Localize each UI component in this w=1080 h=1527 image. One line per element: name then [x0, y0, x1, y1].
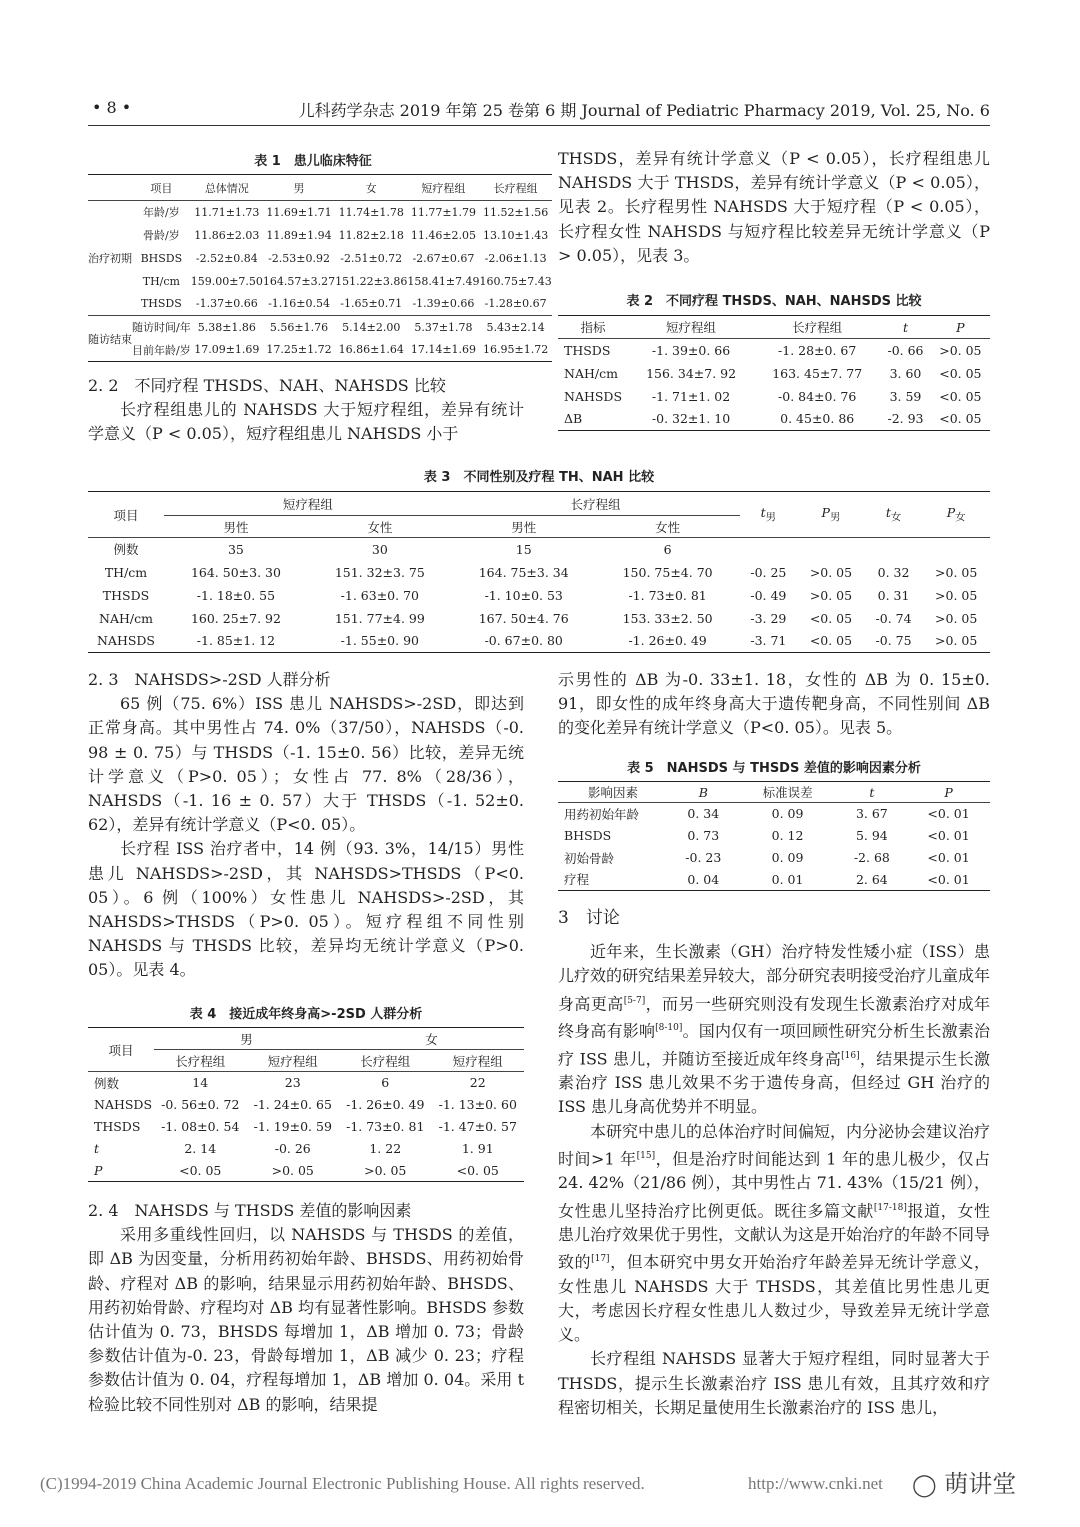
t3-cell: -1. 18±0. 55	[196, 587, 276, 603]
t4-cell: t	[94, 1141, 100, 1156]
table3-caption: 表 3 不同性别及疗程 TH、NAH 比较	[423, 470, 655, 485]
table-row	[558, 847, 990, 869]
t1-cell: 11.82±2.18	[338, 228, 404, 242]
t3-cell: 30	[371, 541, 388, 557]
t1-cell: 17.09±1.69	[191, 339, 263, 362]
section-3-paragraph-3: 长疗程组 NAHSDS 显著大于短疗程组，同时显著大于 THSDS，提示生长激素治疗 ISS 患儿有效，且其疗效和疗程密切相关，长期足量使用生长激素治疗的 ISS 患儿，	[558, 1349, 990, 1417]
t3-cell: -3. 71	[740, 630, 798, 653]
t4-cell: -1. 19±0. 59	[253, 1119, 332, 1134]
section-2-4	[88, 1199, 524, 1417]
table-row	[88, 270, 552, 293]
t2-header-4: P	[956, 319, 965, 335]
t3-header-t-male: $t_男$	[740, 492, 798, 538]
t3-cell: <0. 05	[797, 630, 865, 653]
t1-cell: -2.51±0.72	[340, 251, 403, 265]
t1-cell: 17.14±1.69	[407, 339, 479, 362]
t1-group-followup: 随访结束	[88, 316, 132, 362]
t1-cell: 13.10±1.43	[483, 228, 549, 242]
t4-header-male-short: 短疗程组	[267, 1053, 318, 1069]
t1-group-initial: 治疗初期	[88, 201, 132, 316]
t5-cell: 2. 64	[837, 869, 908, 891]
t1-cell: 11.46±2.05	[410, 228, 477, 242]
t3-cell: -0. 25	[750, 564, 787, 580]
t3-header-long: 长疗程组	[452, 492, 740, 516]
t3-cell: -0. 49	[750, 587, 787, 603]
t3-cell: -1. 73±0. 81	[628, 587, 707, 603]
t5-cell: 3. 67	[855, 806, 888, 822]
table-row	[88, 561, 990, 584]
t1-cell: 159.00±7.50	[190, 274, 263, 288]
t2-cell: 163. 45±7. 77	[772, 365, 863, 381]
t4-header-female-long: 长疗程组	[360, 1053, 411, 1069]
section-2-3	[88, 668, 524, 983]
t3-cell: 164. 50±3. 30	[190, 564, 281, 580]
t1-cell: 11.69±1.71	[266, 205, 332, 219]
watermark	[912, 1464, 1016, 1499]
t1-cell: -1.28±0.67	[480, 293, 552, 316]
section-3-paragraph-1: 近年来，生长激素（GH）治疗特发性矮小症（ISS）患儿疗效的研究结果差异较大，部分研究表明接受治疗儿童成年身高更高[5-7]，而另一些研究则没有发现生长激素治疗对成年终身高有影响[8-10]。国内仅有一项回顾性研究分析生长激素治疗 ISS 患儿，并随访至接近成年终身高[16]，结果提示生长激素治疗 ISS 患儿效果不劣于遗传身高，但经过 GH 治疗的 ISS 患儿身高优势并不明显。	[558, 942, 991, 1117]
t3-cell: 164. 75±3. 34	[478, 564, 569, 580]
t4-cell: 6	[381, 1075, 390, 1091]
t3-cell: >0. 05	[809, 564, 853, 580]
t5-cell: 0. 34	[687, 806, 720, 822]
t3-cell: THSDS	[102, 587, 150, 603]
t4-cell: -0. 26	[274, 1141, 311, 1156]
t3-header-long-female: 女性	[655, 519, 681, 535]
t4-cell: -1. 13±0. 60	[438, 1097, 517, 1112]
t1-cell: 151.22±3.86	[335, 274, 408, 288]
section-2-3-paragraph-2: 长疗程 ISS 治疗者中，14 例（93. 3%，14/15）男性患儿 NAHSDS>-2SD，其 NAHSDS>THSDS（P<0. 05）。6 例（100%）女性患儿 NAHSDS>-2SD，其 NAHSDS>THSDS（P>0. 05）。短疗程组不同性别 NAHSDS 与 THSDS 比较，差异均无统计学意义（P>0. 05）。见表 4。	[88, 839, 524, 980]
t2-cell: NAH/cm	[564, 365, 618, 381]
table2	[558, 315, 990, 431]
section-3-title: 3 讨论	[558, 908, 620, 928]
t3-cell: 6	[663, 541, 672, 557]
table-row	[88, 630, 990, 653]
t1-cell: 随访时间/年	[132, 321, 191, 335]
t2-cell: <0. 05	[931, 408, 990, 431]
t3-cell: >0. 05	[922, 630, 990, 653]
t4-cell: <0. 05	[154, 1160, 247, 1182]
t1-cell: 目前年龄/岁	[132, 339, 191, 362]
section-2-2-paragraph: 长疗程组患儿的 NAHSDS 大于短疗程组，差异有统计学意义（P < 0.05），短疗程组患儿 NAHSDS 小于	[88, 400, 524, 444]
t4-cell: NAHSDS	[94, 1097, 153, 1112]
section-3	[558, 906, 990, 1420]
table4	[88, 1027, 524, 1182]
wechat-icon: ◯	[912, 1473, 937, 1498]
t2-cell: ΔB	[558, 408, 628, 431]
t5-cell: <0. 01	[927, 828, 970, 843]
section-2-4-paragraph: 采用多重线性回归，以 NAHSDS 与 THSDS 的差值，即 ΔB 为因变量，分析用药初始年龄、BHSDS、用药初始骨龄、疗程对 ΔB 的影响，结果显示用药初始年龄、BHSDS、用药初始骨龄、疗程均对 ΔB 均有显著性影响。BHSDS 参数估计值为 0. 73，BHSDS 每增加 1，ΔB 增加 0. 73；骨龄参数估计值为-0. 23，骨龄每增加 1，ΔB 减少 0. 23；疗程参数估计值为 0. 04，疗程每增加 1，ΔB 增加 0. 04。采用 t 检验比较不同性别对 ΔB 的影响，结果提	[88, 1225, 524, 1414]
t1-cell: -2.53±0.92	[268, 251, 330, 265]
t5-header-1: B	[698, 784, 708, 800]
t3-cell: -0. 74	[875, 610, 912, 626]
footer-copyright: (C)1994-2019 China Academic Journal Electronic Publishing House. All rights reserved.	[40, 1474, 645, 1493]
t3-cell: >0. 05	[935, 564, 978, 580]
t3-cell: 例数	[113, 542, 139, 558]
t4-cell: P	[88, 1160, 154, 1182]
t4-cell: -1. 08±0. 54	[161, 1119, 240, 1134]
section-2-2-title: 2. 2 不同疗程 THSDS、NAH、NAHSDS 比较	[88, 376, 446, 395]
t3-cell	[797, 538, 865, 561]
t3-cell: 151. 32±3. 75	[334, 564, 425, 580]
table5-caption: 表 5 NAHSDS 与 THSDS 差值的影响因素分析	[627, 761, 921, 776]
t5-cell: <0. 01	[927, 806, 970, 822]
t3-cell	[922, 538, 990, 561]
t2-cell: -1. 39±0. 66	[651, 342, 731, 358]
t2-cell: -0. 66	[887, 342, 924, 358]
t3-cell: 150. 75±4. 70	[622, 564, 713, 580]
table-row	[88, 1072, 524, 1094]
t1-cell: 11.71±1.73	[194, 205, 260, 219]
table3	[88, 491, 990, 653]
t3-cell: >0. 05	[935, 587, 978, 603]
t3-cell: -1. 63±0. 70	[340, 587, 419, 603]
t5-cell: 5. 94	[855, 828, 888, 843]
t4-header-female-short: 短疗程组	[452, 1053, 503, 1069]
table1	[88, 174, 552, 362]
t4-cell: -1. 26±0. 49	[346, 1097, 425, 1112]
t1-cell: BHSDS	[140, 251, 183, 265]
t1-cell: 16.86±1.64	[335, 339, 407, 362]
table-row	[558, 339, 990, 362]
t1-cell: 158.41±7.49	[407, 274, 480, 288]
t2-cell: -0. 84±0. 76	[778, 388, 857, 404]
t5-cell: 0. 04	[668, 869, 739, 891]
right-column-top	[558, 147, 990, 268]
t3-header-short-female: 女性	[367, 519, 393, 535]
t4-cell: 1. 22	[369, 1141, 402, 1156]
t5-cell: 0. 09	[771, 806, 804, 822]
t2-cell: -0. 32±1. 10	[628, 408, 754, 431]
t4-cell: >0. 05	[339, 1160, 432, 1182]
t1-cell: 16.95±1.72	[480, 339, 552, 362]
t1-cell: 11.89±1.94	[266, 228, 332, 242]
t2-cell: <0. 05	[939, 365, 982, 381]
t1-cell: 11.52±1.56	[483, 205, 549, 219]
section-2-4-title: 2. 4 NAHSDS 与 THSDS 差值的影响因素	[88, 1201, 412, 1220]
t4-cell: 14	[192, 1075, 209, 1091]
t3-cell: 160. 25±7. 92	[190, 610, 281, 626]
table-row	[88, 293, 552, 316]
t2-header-3: t	[902, 319, 908, 335]
t4-cell: 23	[284, 1075, 301, 1091]
t2-header-2: 长疗程组	[792, 320, 843, 335]
t1-cell: -2.67±0.67	[412, 251, 475, 265]
section-2-3-title: 2. 3 NAHSDS>-2SD 人群分析	[88, 670, 331, 689]
t5-cell: <0. 01	[907, 869, 990, 891]
t3-header-short: 短疗程组	[164, 492, 452, 516]
table-row	[88, 1094, 524, 1116]
t3-cell: >0. 05	[935, 610, 978, 626]
t3-cell: -1. 55±0. 90	[308, 630, 452, 653]
t2-header-1: 短疗程组	[666, 320, 717, 335]
section-2-4-continued: 示男性的 ΔB 为-0. 33±1. 18，女性的 ΔB 为 0. 15±0. 91，即女性的成年终身高大于遗传靶身高，不同性别间 ΔB 的变化差异有统计学意义（P<0. 05）。见表 5。	[558, 670, 990, 738]
t3-cell: NAH/cm	[99, 610, 153, 626]
left-column-top	[88, 374, 524, 447]
t3-cell: -0. 75	[865, 630, 923, 653]
t5-cell: 0. 09	[771, 850, 804, 865]
t3-cell: TH/cm	[104, 564, 148, 580]
t3-cell: -1. 26±0. 49	[596, 630, 740, 653]
t5-cell: -2. 68	[853, 850, 890, 865]
t3-cell: -1. 85±1. 12	[164, 630, 308, 653]
t1-header-4: 短疗程组	[421, 181, 466, 195]
t5-header-4: P	[944, 784, 953, 800]
t1-cell: 5.56±1.76	[269, 320, 329, 334]
section-3-paragraph-2: 本研究中患儿的总体治疗时间偏短，内分泌协会建议治疗时间>1 年[15]，但是治疗时间能达到 1 年的患儿极少，仅占 24. 42%（21/86 例），其中男性占 71. 43%（15/21 例），女性患儿坚持治疗比例更低。既往多篇文献[17-18]报道，女性患儿治疗效果优于男性，文献认为这是开始治疗的年龄不同导致的[17]，但本研究中男女开始治疗年龄差异无统计学意义，女性患儿 NAHSDS 大于 THSDS，其差值比男性患儿更大，考虑因长疗程女性患儿人数过少，导致差异无统计学意义。	[558, 1121, 991, 1345]
table-row	[88, 316, 552, 339]
t4-cell: THSDS	[94, 1119, 141, 1134]
t3-header-t-female: $t_女$	[865, 492, 923, 538]
t2-cell: 156. 34±7. 92	[646, 365, 737, 381]
t3-header-item: 项目	[88, 492, 164, 538]
t3-cell: 153. 33±2. 50	[622, 610, 713, 626]
t4-cell: -1. 47±0. 57	[438, 1119, 517, 1134]
t4-header-male-long: 长疗程组	[175, 1053, 226, 1069]
table-row	[88, 1116, 524, 1138]
table-row	[88, 584, 990, 607]
t1-cell: -1.16±0.54	[263, 293, 335, 316]
t1-cell: 5.38±1.86	[197, 320, 256, 334]
t4-cell: -1. 73±0. 81	[346, 1119, 425, 1134]
t2-cell: <0. 05	[939, 388, 982, 404]
table-row	[88, 247, 552, 270]
page-number: • 8 •	[92, 98, 132, 117]
t3-header-p-female: $P_女$	[922, 492, 990, 538]
t4-header-female: 女	[339, 1028, 524, 1050]
t4-header-item: 项目	[88, 1028, 154, 1072]
t2-header-0: 指标	[580, 320, 606, 335]
t2-cell: 0. 45±0. 86	[754, 408, 880, 431]
table5	[558, 781, 990, 891]
table-row	[88, 339, 552, 362]
footer-url: http://www.cnki.net	[748, 1474, 883, 1493]
table-row	[558, 803, 990, 825]
t1-header-1: 总体情况	[204, 181, 249, 195]
t5-cell: 初始骨龄	[564, 850, 615, 866]
t2-cell: -1. 28±0. 67	[778, 342, 857, 358]
table-row	[558, 825, 990, 847]
table-row	[558, 362, 990, 385]
t5-cell: 用药初始年龄	[564, 806, 640, 822]
t5-header-0: 影响因素	[587, 785, 638, 800]
t1-cell: 5.43±2.14	[486, 320, 545, 334]
t3-cell: 151. 77±4. 99	[334, 610, 425, 626]
table1-caption: 表 1 患儿临床特征	[254, 154, 372, 169]
t1-cell: -1.65±0.71	[335, 293, 407, 316]
t5-cell: 疗程	[558, 869, 668, 891]
t4-header-male: 男	[154, 1028, 339, 1050]
t1-cell: -1.37±0.66	[191, 293, 263, 316]
t2-cell: >0. 05	[939, 342, 982, 358]
t1-cell: -2.52±0.84	[195, 251, 258, 265]
table-row	[88, 538, 990, 561]
t4-cell: 2. 14	[184, 1141, 217, 1156]
table-row	[88, 1160, 524, 1182]
t4-cell: -0. 56±0. 72	[161, 1097, 240, 1112]
t1-header-3: 女	[365, 181, 377, 195]
t1-cell: 17.25±1.72	[263, 339, 335, 362]
t1-cell: 164.57±3.27	[262, 274, 336, 288]
t5-cell: 0. 12	[771, 828, 804, 843]
t1-cell: 骨龄/岁	[143, 229, 180, 242]
section-2-3-paragraph-1: 65 例（75. 6%）ISS 患儿 NAHSDS>-2SD，即达到正常身高。其中男性占 74. 0%（37/50），NAHSDS（-0. 98 ± 0. 75）与 THSDS（-1. 15±0. 56）比较，差异无统计学意义（P>0. 05）；女性占 77. 8%（28/36），NAHSDS（-1. 16 ± 0. 57）大于 THSDS（-1. 52±0. 62），差异有统计学意义（P<0. 05）。	[88, 694, 524, 835]
t3-cell: >0. 05	[809, 587, 853, 603]
t4-cell: 22	[469, 1075, 486, 1091]
t2-cell: 3. 59	[889, 388, 922, 404]
t5-cell: 0. 73	[687, 828, 720, 843]
watermark-text: 萌讲堂	[944, 1470, 1017, 1498]
t4-cell: 例数	[94, 1075, 120, 1091]
section-2-4-continued-block	[558, 668, 990, 741]
t1-cell: 年龄/岁	[143, 206, 180, 220]
t3-cell: -3. 29	[750, 610, 787, 626]
section-2-2-continued: THSDS，差异有统计学意义（P < 0.05），长疗程组患儿 NAHSDS 大于 THSDS，差异有统计学意义（P < 0.05），见表 2。长疗程男性 NAHSDS 大于短疗程（P < 0.05），长疗程女性 NAHSDS 与短疗程比较差异无统计学意义（P > 0.05），见表 3。	[558, 149, 990, 265]
t3-cell: 35	[227, 541, 244, 557]
t1-header-0: 项目	[150, 181, 173, 195]
table2-caption: 表 2 不同疗程 THSDS、NAH、NAHSDS 比较	[626, 294, 922, 309]
t3-cell: 0. 32	[877, 564, 910, 580]
table-row	[558, 869, 990, 891]
t5-cell: BHSDS	[564, 828, 612, 843]
t3-cell: 167. 50±4. 76	[478, 610, 569, 626]
table-row	[558, 408, 990, 431]
t1-header-2: 男	[293, 181, 305, 195]
running-header: 儿科药学杂志 2019 年第 25 卷第 6 期 Journal of Pediatric Pharmacy 2019, Vol. 25, No. 6	[298, 101, 990, 120]
t1-cell: 11.86±2.03	[194, 228, 260, 242]
t3-header-p-male: $P_男$	[797, 492, 865, 538]
t1-cell: 5.37±1.78	[414, 320, 473, 334]
t1-header-5: 长疗程组	[493, 181, 538, 195]
t1-cell: 11.77±1.79	[410, 205, 477, 219]
t5-header-3: t	[869, 784, 875, 800]
t2-cell: 3. 60	[889, 365, 922, 381]
t3-cell: 15	[515, 541, 532, 557]
t3-cell: -1. 10±0. 53	[484, 587, 563, 603]
t1-cell: THSDS	[132, 293, 191, 316]
t5-cell: <0. 01	[927, 850, 970, 865]
t3-cell	[865, 538, 923, 561]
t1-cell: 11.74±1.78	[338, 205, 404, 219]
t3-header-short-male: 男性	[223, 519, 249, 535]
t2-cell: -1. 71±1. 02	[651, 388, 731, 404]
t5-cell: 0. 01	[739, 869, 837, 891]
table-row	[88, 1138, 524, 1160]
table-row	[88, 224, 552, 247]
t3-cell: -0. 67±0. 80	[452, 630, 596, 653]
t2-cell: -2. 93	[880, 408, 930, 431]
t1-cell: 160.75±7.43	[479, 274, 552, 288]
header-rule	[88, 125, 990, 126]
t1-cell: TH/cm	[142, 274, 180, 288]
t2-cell: NAHSDS	[564, 388, 623, 404]
table-row	[88, 607, 990, 630]
table-row	[88, 201, 552, 224]
t1-header-group	[88, 175, 132, 201]
t1-cell: -1.39±0.66	[407, 293, 479, 316]
t4-cell: >0. 05	[247, 1160, 340, 1182]
t5-cell: -0. 23	[685, 850, 722, 865]
t3-header-long-male: 男性	[511, 519, 537, 535]
table4-caption: 表 4 接近成年终身高>-2SD 人群分析	[189, 1007, 423, 1022]
t4-cell: 1. 91	[461, 1141, 494, 1156]
t3-cell: <0. 05	[809, 610, 853, 626]
t3-cell: 0. 31	[877, 587, 910, 603]
t3-cell	[740, 538, 798, 561]
t4-cell: <0. 05	[432, 1160, 525, 1182]
t2-cell: THSDS	[564, 342, 611, 358]
t4-cell: -1. 24±0. 65	[253, 1097, 332, 1112]
t1-cell: -2.06±1.13	[484, 251, 547, 265]
t5-header-2: 标准误差	[762, 785, 813, 800]
table-row	[558, 385, 990, 408]
t3-cell: NAHSDS	[88, 630, 164, 653]
t1-cell: 5.14±2.00	[342, 320, 401, 334]
